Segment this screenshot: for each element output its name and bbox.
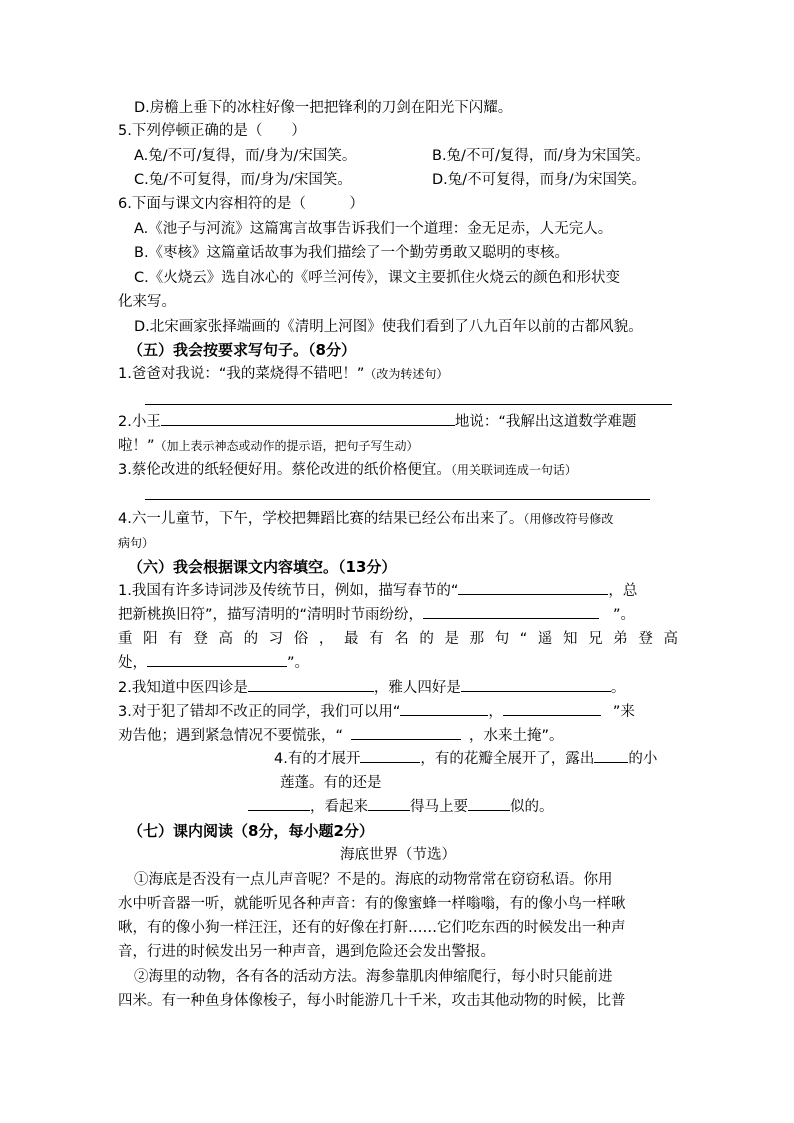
answer-blank[interactable] — [248, 796, 310, 811]
answer-line[interactable] — [145, 404, 672, 405]
sec6-q3-text-b: ， — [488, 704, 503, 720]
sec5-q3-note: （用关联词连成一句话） — [450, 463, 577, 477]
sec5-q2-line1 — [118, 411, 678, 434]
q6-option-b: B.《枣核》这篇童话故事为我们描绘了一个勤劳勇敢又聪明的枣核。 — [134, 245, 570, 261]
sec6-q1-line4 — [118, 652, 678, 675]
answer-blank[interactable] — [594, 748, 628, 763]
sec5-q2-text-b: 地说：“我解出这道数学难题 — [454, 414, 637, 430]
sec6-q3-line2 — [118, 725, 678, 748]
sec5-q2-line2 — [118, 435, 678, 458]
sec6-q3-text-e: ，水来土掩”。 — [469, 728, 564, 744]
answer-blank[interactable] — [248, 677, 374, 692]
answer-blank[interactable] — [423, 604, 599, 619]
answer-blank[interactable] — [400, 701, 488, 716]
answer-blank[interactable] — [147, 652, 287, 667]
answer-blank[interactable] — [468, 796, 510, 811]
sec6-q2-text-b: ，雅人四好是 — [373, 680, 461, 696]
sec5-q2-text-c: 啦！” — [118, 438, 155, 454]
sec6-q1-line3: 重阳有登高的习俗，最有名的是那句“遥知兄弟登高 — [118, 631, 678, 647]
q6-option-c-line1: C.《火烧云》选自冰心的《呼兰河传》，课文主要抓住火烧云的颜色和形状变 — [134, 270, 620, 286]
sec6-q3-text-c: ”来 — [612, 704, 635, 720]
sec6-q3-line1 — [118, 701, 678, 724]
sec6-q1-text-f: 处， — [118, 655, 147, 671]
sec6-q2-text-a: 2.我知道中医四诊是 — [118, 680, 248, 696]
q5-option-b: B.兔/不可/复得，而/身为宋国笑。 — [432, 148, 650, 164]
sec6-q4-text-f: 得马上要 — [410, 799, 468, 815]
sec6-q4-line1 — [274, 748, 684, 771]
sec5-q3 — [118, 459, 678, 482]
sec6-q1-text-g: ”。 — [287, 655, 310, 671]
answer-blank[interactable] — [461, 677, 611, 692]
sec5-q1-note: （改为转述句） — [364, 367, 449, 381]
passage-p2-line2: 四米。有一种鱼身体像梭子，每小时能游几十千米，攻击其他动物的时候，比普 — [118, 993, 626, 1009]
q5-options-row2 — [134, 169, 694, 192]
section7-title: （七）课内阅读（8分，每小题2分） — [128, 822, 374, 840]
sec6-q3-text-d: 劝告他；遇到紧急情况不要慌张，“ — [118, 728, 344, 744]
section6-title: （六）我会根据课文内容填空。（13分） — [128, 558, 397, 576]
answer-blank[interactable] — [368, 796, 410, 811]
q5-option-d: D.兔/不可复得，而身/为宋国笑。 — [432, 172, 647, 188]
sec6-q4-text-a: 4.有的才展开 — [274, 751, 361, 767]
sec5-q1-text: 1.爸爸对我说：“我的菜烧得不错吧！” — [118, 366, 365, 382]
q5-option-a: A.兔/不可/复得，而/身为/宋国笑。 — [134, 148, 357, 164]
sec6-q1-line1 — [118, 580, 678, 603]
sec5-q2-text-a: 2.小王 — [118, 414, 161, 430]
sec6-q2 — [118, 677, 678, 700]
sec6-q4-line3 — [248, 796, 668, 819]
sec6-q4-text-b: ，有的花瓣全展开了，露出 — [420, 751, 595, 767]
q6-option-c-line2: 化来写。 — [118, 294, 176, 310]
sec6-q4-text-e: ，看起来 — [310, 799, 368, 815]
sec5-q2-note: （加上表示神态或动作的提示语，把句子写生动） — [154, 439, 419, 453]
sec5-q4-note-cont: 病句） — [118, 536, 155, 550]
sec6-q2-text-c: 。 — [610, 680, 626, 696]
sec6-q4-line2: 莲蓬。有的还是 — [280, 775, 382, 791]
q4-option-d: D.房檐上垂下的冰柱好像一把把锋利的刀剑在阳光下闪耀。 — [134, 100, 513, 116]
sec6-q1-line2 — [118, 604, 678, 627]
answer-blank[interactable] — [351, 725, 461, 740]
section5-title: （五）我会按要求写句子。（8分） — [128, 341, 356, 359]
sec6-q4-text-c: 的小 — [628, 751, 658, 767]
q6-option-d: D.北宋画家张择端画的《清明上河图》使我们看到了八九百年以前的古都风貌。 — [134, 319, 643, 335]
answer-blank[interactable] — [161, 411, 455, 426]
sec6-q1-text-d: ”。 — [613, 607, 636, 623]
q6-option-a: A.《池子与河流》这篇寓言故事告诉我们一个道理：金无足赤，人无完人。 — [134, 221, 613, 237]
passage-p1-line2: 水中听音器一听，就能听见各种声音：有的像蜜蜂一样嗡嗡，有的像小鸟一样啾 — [118, 896, 626, 912]
sec5-q1 — [118, 363, 678, 386]
answer-line[interactable] — [145, 499, 650, 500]
passage-title: 海底世界（节选） — [340, 847, 456, 863]
sec6-q1-text-b: ，总 — [608, 583, 638, 599]
sec5-q3-text: 3.蔡伦改进的纸轻便好用。蔡伦改进的纸价格便宜。 — [118, 462, 451, 478]
sec6-q4-text-g: 似的。 — [510, 799, 554, 815]
answer-blank[interactable] — [503, 701, 601, 716]
answer-blank[interactable] — [458, 580, 608, 595]
passage-p1-line3: 啾，有的像小狗一样汪汪，还有的好像在打鼾……它们吃东西的时候发出一种声 — [118, 920, 626, 936]
q5-options-row1 — [134, 145, 694, 168]
q5-stem: 5.下列停顿正确的是（ ） — [118, 123, 306, 139]
sec5-q4-text: 4.六一儿童节，下午，学校把舞蹈比赛的结果已经公布出来了。 — [118, 511, 524, 527]
q6-stem: 6.下面与课文内容相符的是（ ） — [118, 196, 364, 212]
passage-p1-line1: ①海底是否没有一点儿声音呢？不是的。海底的动物常常在窃窃私语。你用 — [134, 872, 613, 888]
sec6-q3-text-a: 3.对于犯了错却不改正的同学，我们可以用“ — [118, 704, 401, 720]
sec5-q4-note: （用修改符号修改 — [523, 512, 614, 526]
sec6-q1-text-c: 把新桃换旧符”，描写清明的“清明时节雨纷纷， — [118, 607, 424, 623]
passage-p1-line4: 音，行进的时候发出另一种声音，遇到危险还会发出警报。 — [118, 944, 495, 960]
passage-p2-line1: ②海里的动物，各有各的活动方法。海参靠肌肉伸缩爬行，每小时只能前进 — [134, 969, 613, 985]
sec6-q1-text-a: 1.我国有许多诗词涉及传统节日，例如，描写春节的“ — [118, 583, 459, 599]
sec5-q4 — [118, 508, 678, 531]
answer-blank[interactable] — [360, 748, 420, 763]
q5-option-c: C.兔/不可复得，而/身为/宋国笑。 — [134, 172, 352, 188]
